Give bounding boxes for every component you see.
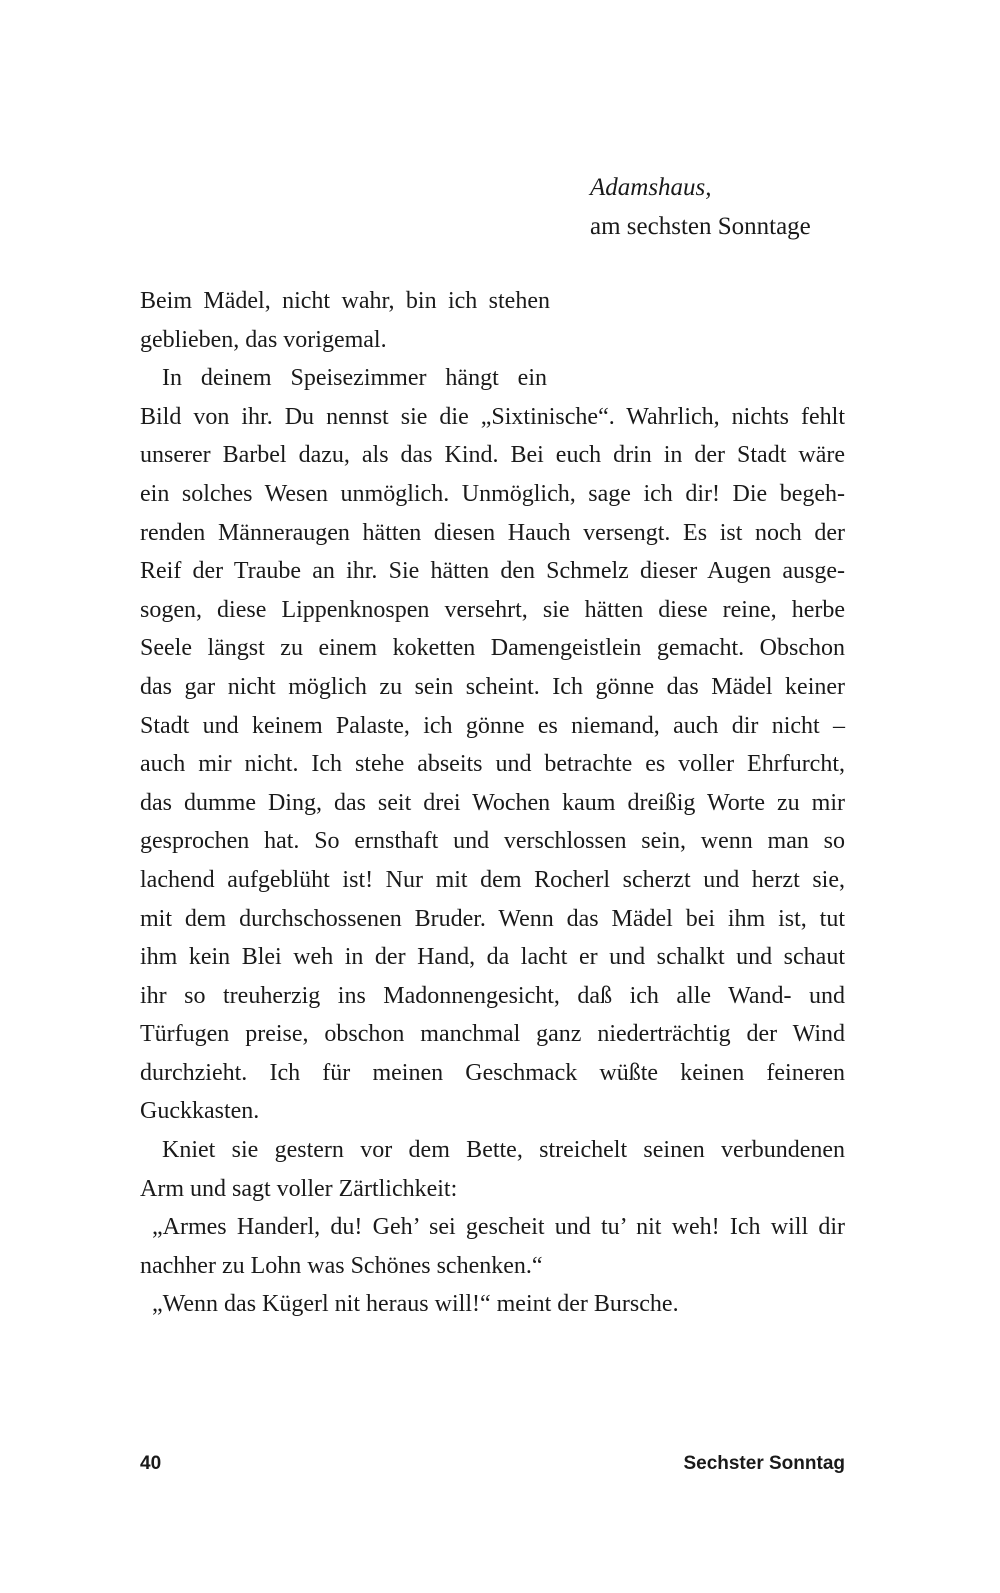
text-line: durchzieht. Ich für meinen Geschmack wüßte keinen feineren — [140, 1059, 845, 1086]
text-line: das dumme Ding, das seit drei Wochen kaum dreißig Worte zu mir — [140, 789, 845, 816]
text-line: sogen, diese Lippenknospen versehrt, sie hätten diese reine, herbe — [140, 596, 845, 623]
text-line: Guckkasten. — [140, 1098, 260, 1125]
text-line: nachher zu Lohn was Schönes schenken.“ — [140, 1252, 543, 1279]
text-line: Reif der Traube an ihr. Sie hätten den Schmelz dieser Augen ausge- — [140, 558, 845, 585]
text-line: ein solches Wesen unmöglich. Unmöglich, sage ich dir! Die begeh- — [140, 480, 845, 507]
page-number: 40 — [140, 1453, 162, 1474]
paragraph-1 — [140, 282, 845, 359]
text-line: Stadt und keinem Palaste, ich gönne es niemand, auch dir nicht – — [140, 712, 845, 739]
text-line: Beim Mädel, nicht wahr, bin ich stehen — [140, 288, 550, 314]
text-line: gesprochen hat. So ernsthaft und verschlossen sein, wenn man so — [140, 828, 845, 855]
text-line: ihr so treuherzig ins Madonnengesicht, daß ich alle Wand- und — [140, 982, 845, 1009]
text-line: auch mir nicht. Ich stehe abseits und betrachte es voller Ehrfurcht, — [140, 751, 845, 778]
text-line: mit dem durchschossenen Bruder. Wenn das Mädel bei ihm ist, tut — [140, 905, 845, 932]
letter-place: Adamshaus, — [590, 174, 712, 201]
text-line: das gar nicht möglich zu sein scheint. Ich gönne das Mädel keiner — [140, 673, 845, 700]
text-line: ihm kein Blei weh in der Hand, da lacht er und schalkt und schaut — [140, 944, 845, 971]
letter-heading — [590, 168, 890, 246]
body-text — [140, 282, 845, 1324]
text-line: unserer Barbel dazu, als das Kind. Bei euch drin in der Stadt wäre — [140, 442, 845, 469]
paragraph-4 — [140, 1208, 845, 1285]
text-line: renden Männeraugen hätten diesen Hauch versengt. Es ist noch der — [140, 519, 845, 546]
text-line: Seele längst zu einem koketten Damengeistlein gemacht. Obschon — [140, 635, 845, 662]
text-line: „Wenn das Kügerl nit heraus will!“ meint der Bursche. — [152, 1291, 679, 1318]
text-line: In deinem Speisezimmer hängt ein — [162, 365, 547, 392]
text-line: Türfugen preise, obschon manchmal ganz niederträchtig der Wind — [140, 1021, 845, 1048]
text-line: geblieben, das vorigemal. — [140, 326, 387, 353]
text-line: lachend aufgeblüht ist! Nur mit dem Rocherl scherzt und herzt sie, — [140, 866, 845, 893]
running-head: Sechster Sonntag — [683, 1453, 845, 1474]
text-line: Kniet sie gestern vor dem Bette, streichelt seinen verbundenen — [162, 1137, 845, 1164]
text-line: „Armes Handerl, du! Geh’ sei gescheit und tu’ nit weh! Ich will dir — [152, 1214, 845, 1241]
text-line: Arm und sagt voller Zärtlichkeit: — [140, 1175, 458, 1202]
paragraph-3 — [140, 1131, 845, 1208]
letter-date: am sechsten Sonntage — [590, 213, 811, 240]
paragraph-2 — [140, 359, 845, 1131]
paragraph-5 — [140, 1285, 845, 1324]
text-line: Bild von ihr. Du nennst sie die „Sixtinische“. Wahrlich, nichts fehlt — [140, 403, 845, 430]
